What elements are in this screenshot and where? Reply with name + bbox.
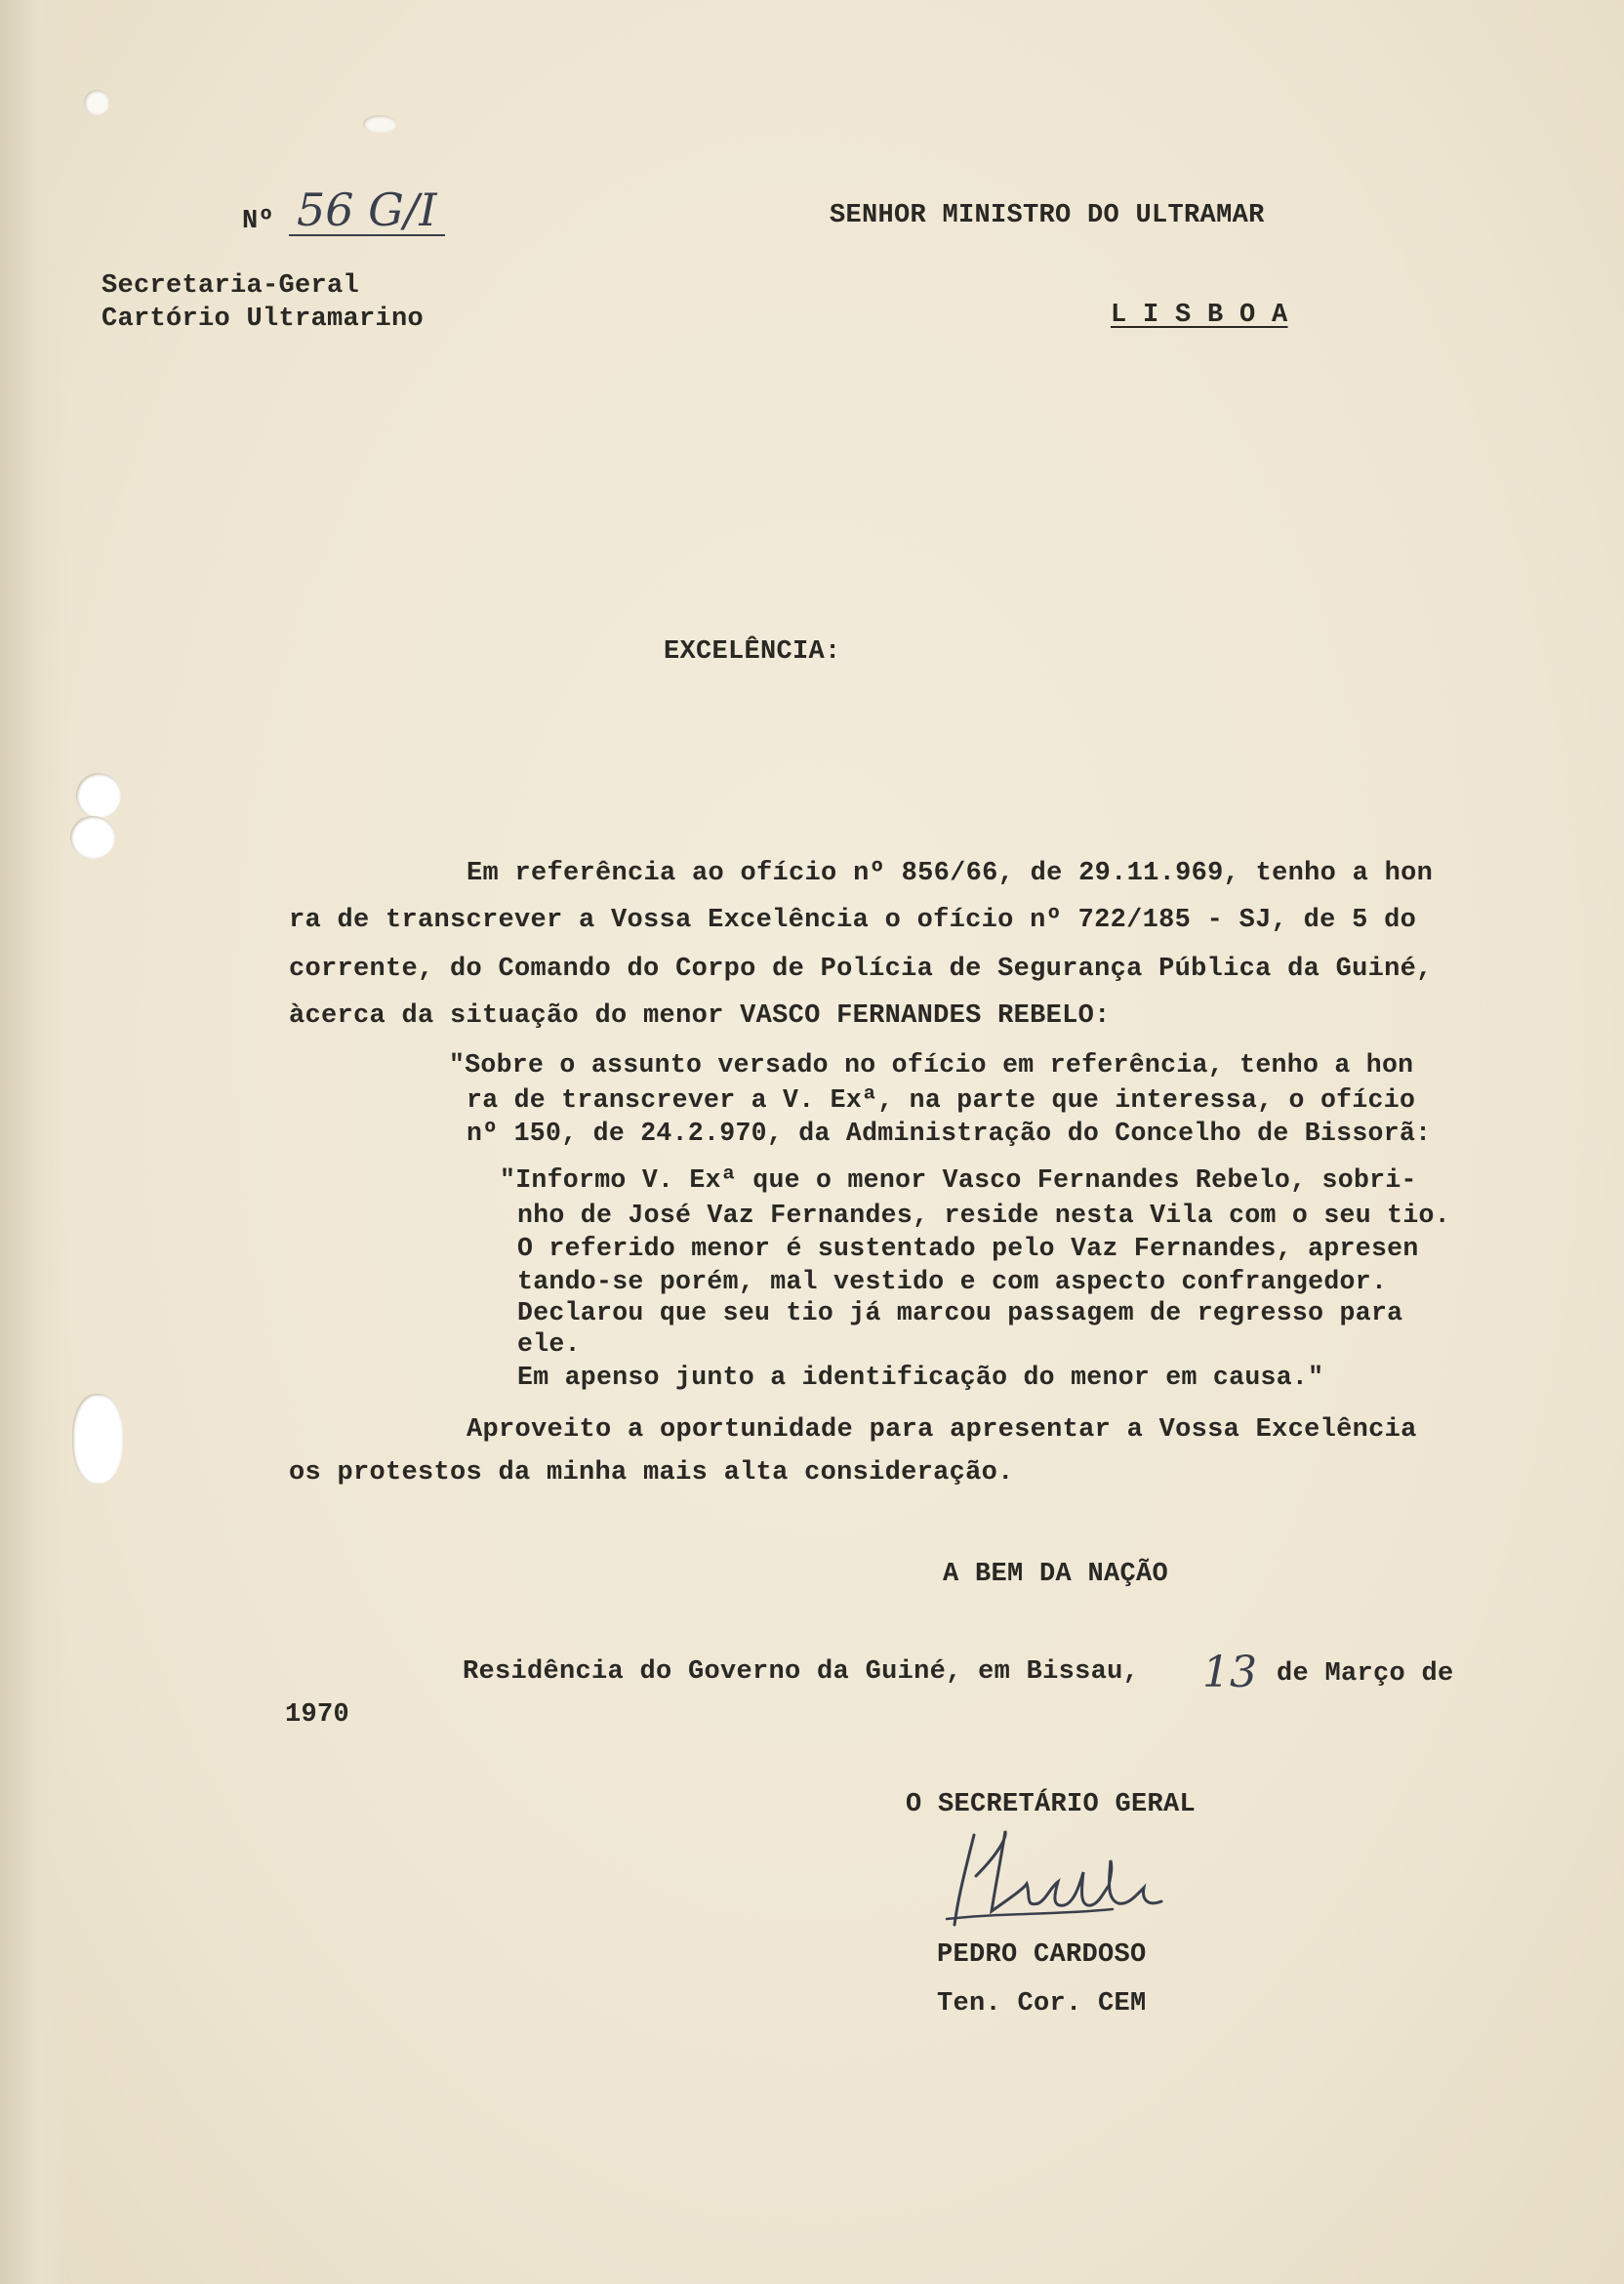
signatory-name: PEDRO CARDOSO	[937, 1940, 1147, 1970]
signatory-rank: Ten. Cor. CEM	[937, 1989, 1147, 2019]
paragraph-line: àcerca da situação do menor VASCO FERNANDES REBELO:	[289, 1001, 1111, 1031]
paper-tear	[363, 115, 396, 133]
quote-line: "Sobre o assunto versado no ofício em referência, tenho a hon	[449, 1050, 1414, 1080]
punch-hole	[76, 773, 121, 818]
nested-quote-line: ele.	[517, 1329, 581, 1359]
addressee: SENHOR MINISTRO DO ULTRAMAR	[830, 201, 1265, 230]
handwritten-signature	[937, 1817, 1191, 1944]
department-line-2: Cartório Ultramarino	[102, 305, 425, 334]
department-line-1: Secretaria-Geral	[102, 271, 360, 301]
nested-quote-line: Declarou que seu tio já marcou passagem de regresso para	[517, 1298, 1403, 1327]
motto: A BEM DA NAÇÃO	[943, 1560, 1169, 1589]
paragraph-line: corrente, do Comando do Corpo de Polícia de Segurança Pública da Guiné,	[289, 955, 1433, 984]
reference-number-prefix: Nº	[242, 207, 275, 236]
paragraph-line: ra de transcrever a Vossa Excelência o ofício nº 722/185 - SJ, de 5 do	[289, 906, 1417, 935]
reference-number-handwritten: 56 G/I	[289, 185, 445, 236]
punch-hole	[72, 1394, 123, 1484]
paragraph-line: Em referência ao ofício nº 856/66, de 29.11.969, tenho a hon	[467, 859, 1434, 888]
nested-quote-line: tando-se porém, mal vestido e com aspecto confrangedor.	[517, 1267, 1388, 1296]
date-line-prefix: Residência do Governo da Guiné, em Bissau,	[463, 1657, 1140, 1687]
nested-quote-line: nho de José Vaz Fernandes, reside nesta Vila com o seu tio.	[517, 1201, 1450, 1230]
date-line-suffix: de Março de	[1277, 1659, 1454, 1689]
nested-quote-line: O referido menor é sustentado pelo Vaz Fernandes, apresen	[517, 1234, 1419, 1263]
paper-tear	[84, 90, 109, 115]
nested-quote-line: Em apenso junto a identificação do menor em causa."	[517, 1363, 1324, 1392]
closing-line: Aproveito a oportunidade para apresentar a Vossa Excelência	[467, 1415, 1417, 1445]
date-day-handwritten: 13	[1202, 1648, 1257, 1697]
nested-quote-line: "Informo V. Exª que o menor Vasco Fernandes Rebelo, sobri-	[500, 1165, 1417, 1195]
date-year: 1970	[285, 1700, 350, 1730]
quote-line: nº 150, de 24.2.970, da Administração do Concelho de Bissorã:	[467, 1119, 1432, 1148]
page-fold-shadow	[0, 0, 68, 2284]
punch-hole	[70, 816, 115, 859]
signatory-title: O SECRETÁRIO GERAL	[906, 1790, 1197, 1819]
city: L I S B O A	[1111, 301, 1288, 330]
salutation: EXCELÊNCIA:	[664, 637, 841, 667]
closing-line: os protestos da minha mais alta consideração.	[289, 1458, 1014, 1488]
quote-line: ra de transcrever a V. Exª, na parte que interessa, o ofício	[467, 1085, 1416, 1115]
